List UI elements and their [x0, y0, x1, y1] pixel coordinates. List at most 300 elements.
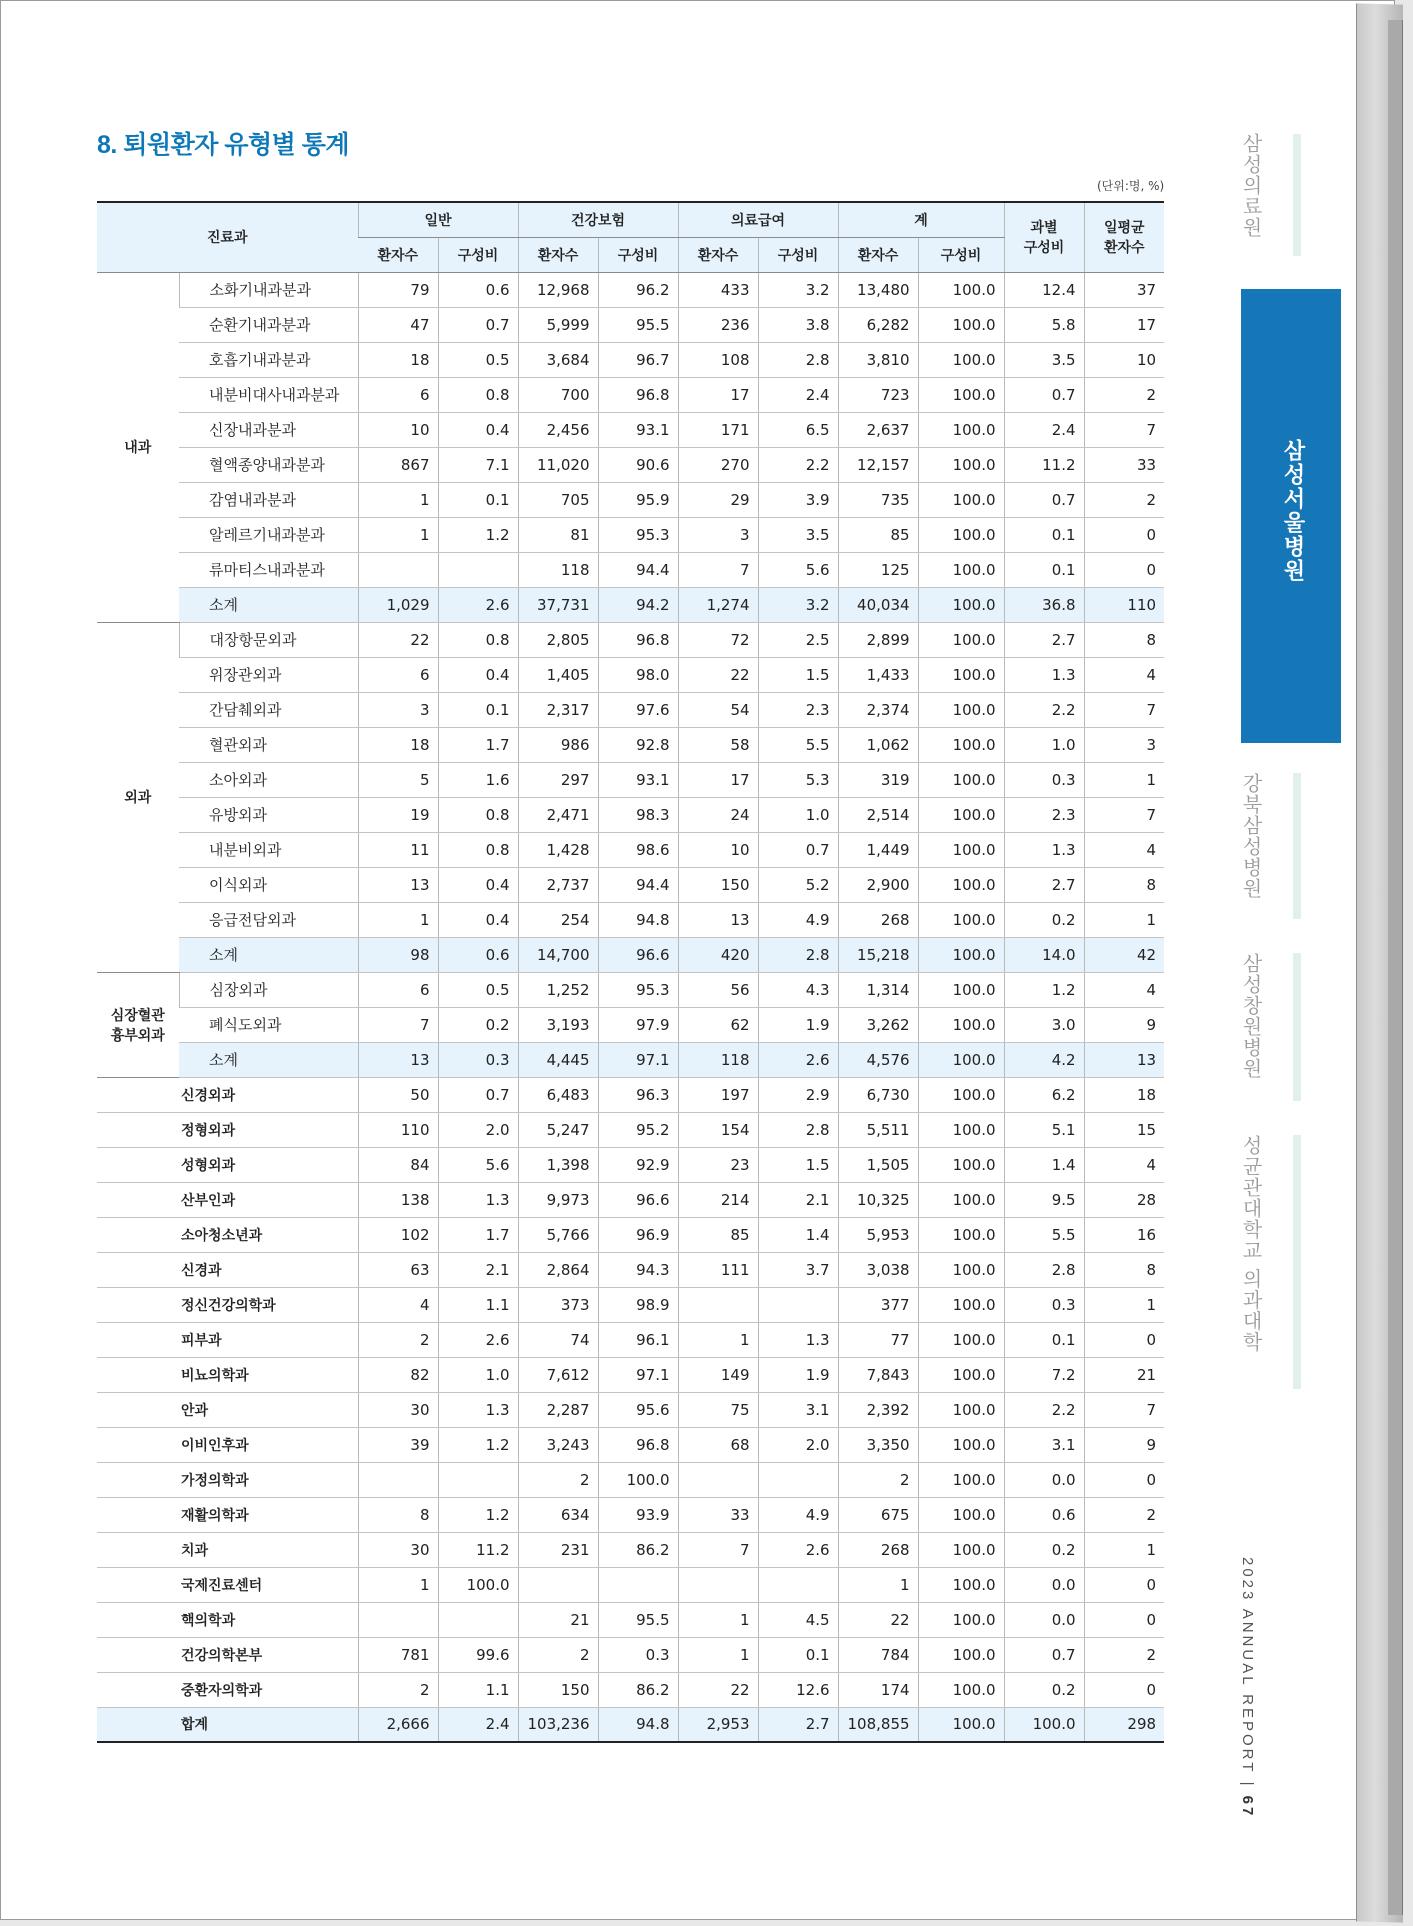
- table-cell: 3: [358, 692, 438, 727]
- dept-name: 신경외과: [97, 1077, 358, 1112]
- table-cell: 100.0: [918, 482, 1004, 517]
- table-cell: 98.3: [598, 797, 678, 832]
- table-cell: [518, 1567, 598, 1602]
- table-cell: 0.4: [438, 902, 518, 937]
- table-cell: 373: [518, 1287, 598, 1322]
- subdept-name: 응급전담외과: [179, 902, 358, 937]
- table-cell: 1,062: [838, 727, 918, 762]
- table-row: [97, 657, 1164, 692]
- table-cell: 3.2: [758, 272, 838, 307]
- table-cell: 2: [1084, 1497, 1164, 1532]
- table-cell: 1.4: [1004, 1147, 1084, 1182]
- table-cell: 2.6: [438, 1322, 518, 1357]
- table-cell: 100.0: [918, 692, 1004, 727]
- table-cell: 1.7: [438, 727, 518, 762]
- table-cell: 2.9: [758, 1077, 838, 1112]
- header-patients: 환자수: [838, 237, 918, 272]
- table-cell: 7: [1084, 1392, 1164, 1427]
- table-cell: 0.1: [758, 1637, 838, 1672]
- table-cell: 86.2: [598, 1672, 678, 1707]
- table-cell: 13,480: [838, 272, 918, 307]
- table-cell: 110: [1084, 587, 1164, 622]
- table-cell: 4.3: [758, 972, 838, 1007]
- table-cell: 6,730: [838, 1077, 918, 1112]
- side-tab-active[interactable]: [1241, 289, 1341, 743]
- table-cell: 319: [838, 762, 918, 797]
- table-cell: 675: [838, 1497, 918, 1532]
- table-cell: 6: [358, 972, 438, 1007]
- table-cell: 15,218: [838, 937, 918, 972]
- table-cell: 2,374: [838, 692, 918, 727]
- table-cell: 12.4: [1004, 272, 1084, 307]
- subdept-name: 신장내과분과: [179, 412, 358, 447]
- dept-name: 핵의학과: [97, 1602, 358, 1637]
- table-cell: 94.4: [598, 552, 678, 587]
- table-cell: 94.4: [598, 867, 678, 902]
- table-cell: 1.2: [438, 1497, 518, 1532]
- table-cell: 100.0: [918, 1567, 1004, 1602]
- table-cell: 1,398: [518, 1147, 598, 1182]
- table-cell: 3,243: [518, 1427, 598, 1462]
- table-cell: 6,282: [838, 307, 918, 342]
- table-cell: [678, 1567, 758, 1602]
- table-cell: [678, 1287, 758, 1322]
- table-cell: 96.2: [598, 272, 678, 307]
- dept-name: 소아청소년과: [97, 1217, 358, 1252]
- table-row: [97, 377, 1164, 412]
- header-general: 일반: [358, 202, 518, 237]
- table-cell: 2.1: [758, 1182, 838, 1217]
- table-cell: 1: [1084, 1532, 1164, 1567]
- table-cell: 100.0: [438, 1567, 518, 1602]
- table-cell: 5.5: [758, 727, 838, 762]
- table-cell: 100.0: [918, 622, 1004, 657]
- table-row: [97, 1567, 1164, 1602]
- table-cell: 2.1: [438, 1252, 518, 1287]
- table-cell: 781: [358, 1637, 438, 1672]
- dept-name: 치과: [97, 1532, 358, 1567]
- table-cell: 14,700: [518, 937, 598, 972]
- table-cell: 0.2: [1004, 902, 1084, 937]
- table-cell: 98: [358, 937, 438, 972]
- table-cell: 17: [678, 762, 758, 797]
- table-cell: 1.3: [1004, 832, 1084, 867]
- table-cell: 0.5: [438, 972, 518, 1007]
- table-cell: 8: [1084, 867, 1164, 902]
- table-cell: [438, 1602, 518, 1637]
- table-cell: 1,405: [518, 657, 598, 692]
- subdept-name: 내분비외과: [179, 832, 358, 867]
- table-cell: 0.2: [1004, 1672, 1084, 1707]
- table-cell: 37,731: [518, 587, 598, 622]
- table-cell: 1.9: [758, 1007, 838, 1042]
- table-cell: 2.2: [758, 447, 838, 482]
- table-cell: 1,274: [678, 587, 758, 622]
- table-cell: 3.1: [758, 1392, 838, 1427]
- dept-name: 안과: [97, 1392, 358, 1427]
- table-cell: 5,247: [518, 1112, 598, 1147]
- table-cell: 4: [1084, 1147, 1164, 1182]
- table-cell: 0.0: [1004, 1602, 1084, 1637]
- dept-name: 국제진료센터: [97, 1567, 358, 1602]
- subdept-name: 위장관외과: [179, 657, 358, 692]
- table-row: [97, 1252, 1164, 1287]
- table-cell: 13: [678, 902, 758, 937]
- table-cell: 2,456: [518, 412, 598, 447]
- table-cell: 2,637: [838, 412, 918, 447]
- table-cell: 100.0: [918, 1357, 1004, 1392]
- subdept-name: 이식외과: [179, 867, 358, 902]
- table-cell: 0.7: [438, 307, 518, 342]
- subtotal-label: 소계: [179, 587, 358, 622]
- table-cell: 784: [838, 1637, 918, 1672]
- table-cell: 150: [678, 867, 758, 902]
- table-cell: 1: [358, 517, 438, 552]
- table-cell: 100.0: [918, 762, 1004, 797]
- table-cell: 13: [358, 1042, 438, 1077]
- table-cell: 100.0: [918, 1217, 1004, 1252]
- table-cell: 2,899: [838, 622, 918, 657]
- table-cell: 2.6: [758, 1532, 838, 1567]
- table-cell: 1: [358, 482, 438, 517]
- header-ratio: 구성비: [438, 237, 518, 272]
- header-dept-ratio: 과별 구성비: [1004, 202, 1084, 272]
- table-cell: 74: [518, 1322, 598, 1357]
- table-cell: 85: [678, 1217, 758, 1252]
- dept-name: 가정의학과: [97, 1462, 358, 1497]
- table-cell: 100.0: [918, 832, 1004, 867]
- table-cell: 2.4: [1004, 412, 1084, 447]
- table-cell: 97.1: [598, 1042, 678, 1077]
- table-cell: 11.2: [438, 1532, 518, 1567]
- table-cell: 867: [358, 447, 438, 482]
- table-cell: 23: [678, 1147, 758, 1182]
- table-cell: 2,666: [358, 1707, 438, 1742]
- table-cell: 0.3: [1004, 1287, 1084, 1322]
- table-cell: 100.0: [918, 1672, 1004, 1707]
- table-cell: 96.6: [598, 937, 678, 972]
- table-cell: 95.6: [598, 1392, 678, 1427]
- table-cell: 0: [1084, 517, 1164, 552]
- table-cell: 3,684: [518, 342, 598, 377]
- table-cell: 62: [678, 1007, 758, 1042]
- subdept-name: 심장외과: [179, 972, 358, 1007]
- table-cell: 81: [518, 517, 598, 552]
- dept-name: 건강의학본부: [97, 1637, 358, 1672]
- table-cell: 723: [838, 377, 918, 412]
- table-cell: 1: [358, 902, 438, 937]
- table-cell: 4.9: [758, 1497, 838, 1532]
- table-row: [97, 1077, 1164, 1112]
- table-cell: 1.0: [758, 797, 838, 832]
- table-cell: 100.0: [918, 937, 1004, 972]
- table-cell: 95.2: [598, 1112, 678, 1147]
- table-cell: 2,953: [678, 1707, 758, 1742]
- table-cell: 1.3: [438, 1182, 518, 1217]
- table-cell: 0.3: [598, 1637, 678, 1672]
- table-cell: 96.3: [598, 1077, 678, 1112]
- table-cell: 197: [678, 1077, 758, 1112]
- table-cell: 12,968: [518, 272, 598, 307]
- table-cell: 2,392: [838, 1392, 918, 1427]
- table-cell: 5.6: [438, 1147, 518, 1182]
- table-cell: [438, 1462, 518, 1497]
- table-cell: 36.8: [1004, 587, 1084, 622]
- table-cell: 1.2: [438, 1427, 518, 1462]
- discharge-stats-table: [97, 201, 1164, 1743]
- table-cell: 28: [1084, 1182, 1164, 1217]
- table-cell: 98.9: [598, 1287, 678, 1322]
- subdept-name: 대장항문외과: [179, 622, 358, 657]
- table-cell: [758, 1567, 838, 1602]
- side-tab-samsung-medical-center[interactable]: 삼성의료원: [1239, 133, 1263, 238]
- table-cell: 2: [358, 1672, 438, 1707]
- table-cell: 92.9: [598, 1147, 678, 1182]
- table-cell: 5.8: [1004, 307, 1084, 342]
- table-cell: 2.8: [758, 937, 838, 972]
- table-cell: 0.8: [438, 622, 518, 657]
- table-cell: 377: [838, 1287, 918, 1322]
- table-cell: 100.0: [918, 1182, 1004, 1217]
- table-cell: 1: [678, 1322, 758, 1357]
- table-cell: 214: [678, 1182, 758, 1217]
- category-label: 심장혈관 흉부외과: [97, 972, 179, 1077]
- table-cell: 2,737: [518, 867, 598, 902]
- table-cell: 0: [1084, 1462, 1164, 1497]
- table-cell: 92.8: [598, 727, 678, 762]
- table-row: [97, 1497, 1164, 1532]
- table-cell: 19: [358, 797, 438, 832]
- table-cell: 98.6: [598, 832, 678, 867]
- table-row: [97, 412, 1164, 447]
- table-cell: 97.6: [598, 692, 678, 727]
- header-ratio: 구성비: [918, 237, 1004, 272]
- table-cell: 2.7: [758, 1707, 838, 1742]
- table-cell: 100.0: [918, 1707, 1004, 1742]
- table-cell: 1.6: [438, 762, 518, 797]
- table-cell: 0.7: [758, 832, 838, 867]
- table-cell: [758, 1287, 838, 1322]
- table-cell: 13: [1084, 1042, 1164, 1077]
- table-cell: 9.5: [1004, 1182, 1084, 1217]
- table-cell: 1,029: [358, 587, 438, 622]
- table-cell: 100.0: [918, 1602, 1004, 1637]
- table-cell: 100.0: [918, 1462, 1004, 1497]
- table-cell: 100.0: [918, 727, 1004, 762]
- table-cell: 0.4: [438, 867, 518, 902]
- table-row: [97, 1147, 1164, 1182]
- table-row: [97, 1392, 1164, 1427]
- page-edge-shadow: [1388, 20, 1403, 1915]
- header-patients: 환자수: [518, 237, 598, 272]
- table-cell: 18: [358, 342, 438, 377]
- table-row: [97, 1042, 1164, 1077]
- subdept-name: 간담췌외과: [179, 692, 358, 727]
- total-row: [97, 1707, 1164, 1742]
- table-cell: 0.2: [438, 1007, 518, 1042]
- table-cell: 6: [358, 657, 438, 692]
- table-cell: 2: [1084, 482, 1164, 517]
- table-cell: 4: [1084, 972, 1164, 1007]
- table-cell: 5,766: [518, 1217, 598, 1252]
- table-cell: 100.0: [918, 412, 1004, 447]
- table-cell: 50: [358, 1077, 438, 1112]
- table-row: [97, 762, 1164, 797]
- table-cell: 7,843: [838, 1357, 918, 1392]
- table-cell: 2,471: [518, 797, 598, 832]
- table-row: [97, 342, 1164, 377]
- table-cell: 96.8: [598, 377, 678, 412]
- table-cell: 100.0: [918, 902, 1004, 937]
- table-cell: 21: [518, 1602, 598, 1637]
- table-cell: 1.3: [758, 1322, 838, 1357]
- table-cell: 700: [518, 377, 598, 412]
- table-cell: 7.1: [438, 447, 518, 482]
- table-cell: [758, 1462, 838, 1497]
- side-tab-skku-medicine[interactable]: 성균관대학교 의과대학: [1239, 1135, 1263, 1353]
- table-cell: 75: [678, 1392, 758, 1427]
- table-cell: 4,445: [518, 1042, 598, 1077]
- header-patients: 환자수: [678, 237, 758, 272]
- table-cell: 96.6: [598, 1182, 678, 1217]
- table-row: [97, 482, 1164, 517]
- table-cell: 1.7: [438, 1217, 518, 1252]
- table-cell: 2: [1084, 377, 1164, 412]
- table-row: [97, 972, 1164, 1007]
- table-cell: 1: [678, 1602, 758, 1637]
- table-cell: 56: [678, 972, 758, 1007]
- table-cell: 97.9: [598, 1007, 678, 1042]
- table-cell: 13: [358, 867, 438, 902]
- table-cell: 100.0: [918, 1007, 1004, 1042]
- table-row: [97, 1532, 1164, 1567]
- table-cell: 5.5: [1004, 1217, 1084, 1252]
- table-row: [97, 1427, 1164, 1462]
- table-cell: 4,576: [838, 1042, 918, 1077]
- table-cell: 95.3: [598, 517, 678, 552]
- table-cell: 100.0: [918, 1147, 1004, 1182]
- table-cell: 1: [1084, 902, 1164, 937]
- table-cell: 84: [358, 1147, 438, 1182]
- table-cell: 3.9: [758, 482, 838, 517]
- table-cell: 1.3: [1004, 657, 1084, 692]
- table-cell: 5,953: [838, 1217, 918, 1252]
- table-cell: 254: [518, 902, 598, 937]
- table-cell: 7: [1084, 797, 1164, 832]
- table-cell: 100.0: [918, 1252, 1004, 1287]
- header-dept: 진료과: [97, 202, 358, 272]
- table-cell: 9,973: [518, 1182, 598, 1217]
- table-row: [97, 1357, 1164, 1392]
- header-patients: 환자수: [358, 237, 438, 272]
- table-cell: 2.6: [758, 1042, 838, 1077]
- table-cell: 5.3: [758, 762, 838, 797]
- table-cell: 3.1: [1004, 1427, 1084, 1462]
- table-cell: 100.0: [918, 1532, 1004, 1567]
- table-cell: 100.0: [918, 657, 1004, 692]
- table-cell: 100.0: [918, 587, 1004, 622]
- table-cell: 0.6: [438, 272, 518, 307]
- table-cell: 118: [678, 1042, 758, 1077]
- table-cell: 96.7: [598, 342, 678, 377]
- table-cell: 174: [838, 1672, 918, 1707]
- table-row: [97, 1287, 1164, 1322]
- table-cell: 12.6: [758, 1672, 838, 1707]
- table-cell: 3: [1084, 727, 1164, 762]
- table-cell: 1,252: [518, 972, 598, 1007]
- dept-name: 신경과: [97, 1252, 358, 1287]
- table-row: [97, 1322, 1164, 1357]
- table-cell: 705: [518, 482, 598, 517]
- table-cell: 1: [1084, 762, 1164, 797]
- table-row: [97, 797, 1164, 832]
- table-cell: 7: [358, 1007, 438, 1042]
- tab-bar-5: [1293, 1135, 1301, 1389]
- table-cell: 12,157: [838, 447, 918, 482]
- table-cell: 3.5: [758, 517, 838, 552]
- subdept-name: 알레르기내과분과: [179, 517, 358, 552]
- subdept-name: 혈액종양내과분과: [179, 447, 358, 482]
- table-cell: 5,999: [518, 307, 598, 342]
- table-cell: 0.8: [438, 797, 518, 832]
- table-cell: 97.1: [598, 1357, 678, 1392]
- table-cell: 54: [678, 692, 758, 727]
- table-cell: 86.2: [598, 1532, 678, 1567]
- table-cell: 18: [358, 727, 438, 762]
- table-cell: 95.5: [598, 307, 678, 342]
- table-cell: 100.0: [918, 1112, 1004, 1147]
- table-row: [97, 1637, 1164, 1672]
- table-cell: 95.3: [598, 972, 678, 1007]
- dept-name: 비뇨의학과: [97, 1357, 358, 1392]
- table-cell: 99.6: [438, 1637, 518, 1672]
- table-cell: 2.8: [1004, 1252, 1084, 1287]
- side-tab-samsung-changwon[interactable]: 삼성창원병원: [1239, 953, 1263, 1079]
- dept-name: 산부인과: [97, 1182, 358, 1217]
- header-ratio: 구성비: [758, 237, 838, 272]
- table-cell: 2: [358, 1322, 438, 1357]
- dept-name: 피부과: [97, 1322, 358, 1357]
- table-cell: 0: [1084, 1672, 1164, 1707]
- table-cell: 1.0: [438, 1357, 518, 1392]
- table-cell: 100.0: [918, 1322, 1004, 1357]
- table-cell: 8: [1084, 622, 1164, 657]
- table-cell: 2.4: [438, 1707, 518, 1742]
- table-cell: 268: [838, 1532, 918, 1567]
- table-cell: 2.0: [758, 1427, 838, 1462]
- table-cell: 270: [678, 447, 758, 482]
- table-cell: 100.0: [918, 272, 1004, 307]
- side-tab-kangbuk-samsung[interactable]: 강북삼성병원: [1239, 773, 1263, 899]
- tab-bar-3: [1293, 773, 1301, 919]
- table-cell: 0.6: [438, 937, 518, 972]
- table-cell: 5.1: [1004, 1112, 1084, 1147]
- table-cell: 5: [358, 762, 438, 797]
- table-body: [97, 272, 1164, 1742]
- table-cell: 2.5: [758, 622, 838, 657]
- table-cell: 2.3: [758, 692, 838, 727]
- table-cell: 7.2: [1004, 1357, 1084, 1392]
- table-cell: 3.8: [758, 307, 838, 342]
- table-cell: 1: [358, 1567, 438, 1602]
- table-cell: 433: [678, 272, 758, 307]
- table-cell: 96.8: [598, 622, 678, 657]
- table-cell: 33: [1084, 447, 1164, 482]
- table-cell: 2.6: [438, 587, 518, 622]
- table-cell: 0.7: [1004, 1637, 1084, 1672]
- table-cell: 154: [678, 1112, 758, 1147]
- table-cell: 29: [678, 482, 758, 517]
